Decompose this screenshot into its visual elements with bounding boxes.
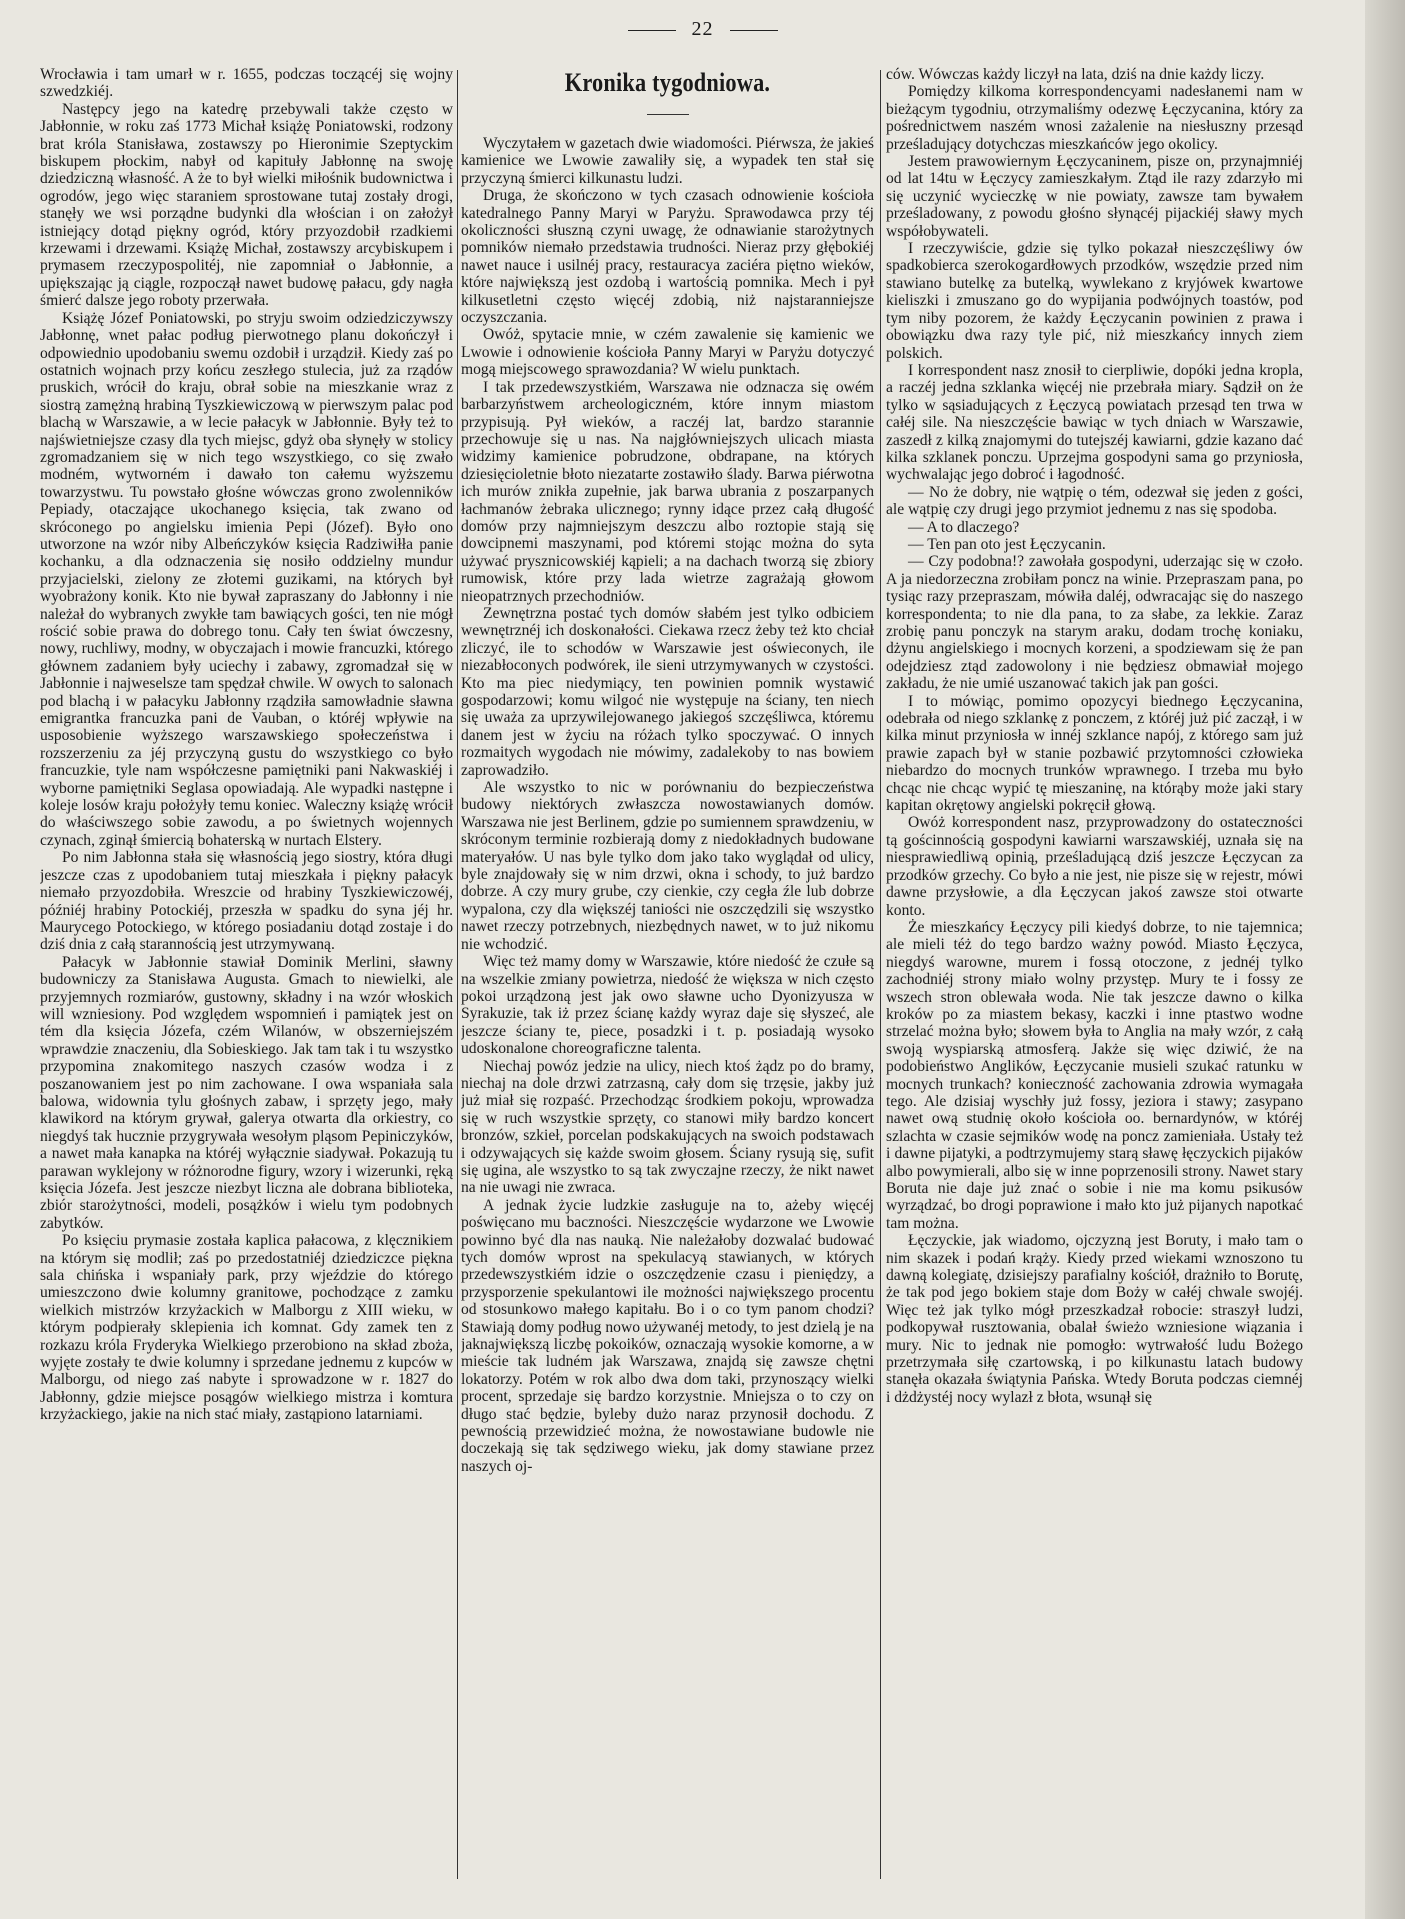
paragraph: Po nim Jabłonna stała się własnością jego siostry, która długi jeszcze czas z upodobaniem tutaj mieszkała i piękny pałacyk niemało przyozdobiła. Wreszcie od hrabiny Tyszkiewiczowéj, późniéj hrabiny Potockiéj, przeszła w spadku do syna jéj hr. Maurycego Potockiego, w którego posiadaniu dotąd zostaje i do dziś dnia z całą starannością jest utrzymywaną.	[40, 849, 453, 954]
paragraph: Pomiędzy kilkoma korrespondencyami nadesłanemi nam w bieżącym tygodniu, otrzymaliśmy odezwę Łęczycanina, który za pośrednictwem naszém wnosi zażalenie na niesłuszny przesąd prześladujący dotychczas mieszkańców jego okolicy.	[886, 83, 1303, 153]
paragraph: Że mieszkańcy Łęczycy pili kiedyś dobrze, to nie tajemnica; ale mieli téż do tego bardzo ważny powód. Miasto Łęczyca, niegdyś warowne, murem i fossą otoczone, z jednéj tylko zachodniéj strony miało wolny przystęp. Mury te i fossy ze wszech stron oblewała woda. Nie tak jeszcze dawno o kilka kroków po za miastem bekasy, kaczki i inne ptastwo wodne strzelać można było; słowem była to Anglia na mały wzór, z całą swoją wyspiarską atmosferą. Jakże się więc dziwić, że na podobieństwo Anglików, Łęczycanie musieli szukać ratunku w mocnych trunkach? konieczność zachowania zdrowia wymagała tego. Ale dzisiaj wyschły już fossy, jeziora i stawy; zasypano nawet ową studnię około kościoła oo. bernardynów, w któréj szlachta w czasie sejmików wodę na poncz zamieniała. Ustały też i dawne pijatyki, a podtrzymujemy starą sławę łęczyckich pijaków albo powymierali, albo się w inne poprzenosili strony. Nawet stary Boruta nie daje już znać o sobie i nie ma komu psikusów wyrządzać, bo drogi poprawione i mało kto już pijanych napotkać tam można.	[886, 918, 1303, 1232]
paragraph: I to mówiąc, pomimo opozycyi biednego Łęczycanina, odebrała od niego szklankę z ponczem, z któréj już pić zaczął, i w kilka minut przyniosła w innéj szklance napój, z którego sam już prawie zapach był w stanie pozbawić przytomności człowieka niebardzo do mocnych trunków wprawnego. I trzeba mu było chcąc nie chcąc wypić tę mieszaninę, na którąby może jaki stary kapitan okrętowy angielski pokręcił głową.	[886, 692, 1303, 815]
dialogue-line: — No że dobry, nie wątpię o tém, odezwał się jeden z gości, ale wątpię czy drugi jego przymiot jednemu z nas się spodoba.	[886, 483, 1303, 519]
paragraph: Następcy jego na katedrę przebywali także często w Jabłonnie, w roku zaś 1773 Michał książę Poniatowski, rodzony brat króla Stanisława, zostawszy po Hieronimie Szeptyckim biskupem płockim, nabył od kapituły Jabłonnę na swoję dziedziczną własność. A że to był wielki miłośnik budownictwa i ogrodów, jego więc staraniem sprostowane tutaj zostały drogi, stanęły we wsi porządne budynki dla włościan i on założył istniejący dotąd piękny ogród, który przyozdobił rzadkiemi krzewami i drzewami. Książę Michał, zostawszy arcybiskupem i prymasem rzeczypospolitéj, nie zapomniał o Jabłonnie, a upiększając ją ciągle, rozpoczął nawet budowę pałacu, gdy nagła śmierć dalsze jego roboty przerwała.	[40, 100, 453, 310]
header-dash-right	[730, 30, 778, 31]
paragraph: Ale wszystko to nic w porównaniu do bezpieczeństwa budowy niektórych zwłaszcza nowostawianych domów. Warszawa nie jest Berlinem, gdzie po sumiennem sprawdzeniu, w skróconym terminie rozbierają domy z niedokładnych budowane materyałów. U nas byle tylko dom jako tako wyglądał od ulicy, byle znajdowały się w nim drzwi, okna i schody, to już bardzo dobrze. A czy mury grube, czy cienkie, czy cegła źle lub dobrze wypalona, czy dla większéj taniości nie oszczędzili się wszystko nawet rzeczy potrzebnych, niezbędnych nawet, w to już nikomu nie wchodzić.	[461, 779, 874, 953]
paragraph: A jednak życie ludzkie zasługuje na to, ażeby więcéj poświęcano mu baczności. Nieszczęście wydarzone we Lwowie powinno być dla nas nauką. Nie należałoby dozwalać budować tych domów wprost na spekulacyą stawianych, w których przedewszystkiém idzie o oszczędzenie czasu i pieniędzy, a przysporzenie spekulantowi ile możności największego procentu od stosunkowo małego kapitału. Bo i o co tym panom chodzi? Stawiają domy podług nowo używanéj metody, to jest dzielą je na jaknajwiększą liczbę pokoików, oznaczają wysokie komorne, a w mieście tak ludném jak Warszawa, znajdą się zawsze chętni lokatorzy. Potém w rok albo dwa dom taki, przynoszący wielki procent, sprzedaje się bardzo korzystnie. Mniejsza o to czy on długo stać będzie, byleby dużo naraz przynosił dochodu. Z pewnością przewidzieć można, że nowostawiane budowle nie doczekają się tak sędziwego wieku, jak domy stawiane przez naszych oj-	[461, 1196, 874, 1475]
paragraph: Niechaj powóz jedzie na ulicy, niech ktoś żądz po do bramy, niechaj na dole drzwi zatrzasną, cały dom się trzęsie, jakby już już miał się rozpaść. Przechodząc środkiem pokoju, wprowadza się w ruch wszystkie sprzęty, co stanowi miły bardzo koncert bronzów, szkieł, porcelan podskakujących na swoich podstawach i odzywających się każde swoim głosem. Ściany rysują się, sufit się ugina, ale wszystko to są tak zwyczajne rzeczy, że nikt nawet na nie uwagi nie zwraca.	[461, 1057, 874, 1197]
article-column-1	[40, 66, 453, 1879]
paragraph: Więc też mamy domy w Warszawie, które niedość że czułe są na wszelkie zmiany powietrza, niedość że większa w nich często pokoi urządzoną jest jak owo sławne ucho Dyonizyusza w Syrakuzie, tak iż przez ścianę każdy wyraz daje się słyszeć, ale jeszcze ściany te, piece, posadzki i t. p. posiadają wysoko udoskonalone choreograficzne talenta.	[461, 953, 874, 1058]
dialogue-line: — Ten pan oto jest Łęczycanin.	[908, 535, 1106, 553]
paragraph: Pałacyk w Jabłonnie stawiał Dominik Merlini, sławny budowniczy za Stanisława Augusta. Gmach to niewielki, ale przyjemnych rozmiarów, gustowny, składny i na wzór włoskich will wzniesiony. Pod względem wspomnień i pamiątek jest on tém dla księcia Józefa, czém Wilanów, w obszerniejszém wprawdzie znaczeniu, dla Sobieskiego. Jak tam tak i tu wszystko przypomina znakomitego naszych czasów wodza i z poszanowaniem jest po nim zachowane. I owa wspaniała sala balowa, widownia tylu głośnych zabaw, i sprzęty jego, mały klawikord na którym grywał, galerya otwarta dla orkiestry, co niegdyś tak hucznie przygrywała wesołym pląsom Pepiniczyków, a nawet mała kanapka na któréj wyłącznie siadywał. Pokazują tu parawan wyklejony w różnorodne figury, wzory i wizerunki, ręką księcia Józefa. Jest jeszcze niezbyt liczna ale dobrana biblioteka, zbiór starożytności, modeli, posążków i wielu tym podobnych zabytków.	[40, 953, 453, 1232]
column-divider-right	[880, 70, 881, 1879]
column-divider-left	[457, 70, 458, 1879]
paragraph: Łęczyckie, jak wiadomo, ojczyzną jest Boruty, i mało tam o nim skazek i podań krąży. Kiedy przed wiekami wznoszono tu dawną kolegiatę, dzisiejszy parafialny kościół, drażniło to Borutę, że tak pod jego bokiem staje dom Boży w całéj chwale swojéj. Więc też jak tylko mógł przeszkadzał robocie: straszył ludzi, podkopywał rusztowania, obalał świeżo wzniesione wiązania i mury. Nic to jednak nie pomogło: wytrwałość ludu Bożego przetrzymała siłę czartowską, i po kilkunastu latach budowy stanęła okazała świątynia Pańska. Wtedy Boruta podczas ciemnéj i dżdżystéj nocy wylazł z błota, wsunął się	[886, 1232, 1303, 1406]
page-header	[0, 18, 1405, 41]
paragraph: Wrocławia i tam umarł w r. 1655, podczas toczącéj się wojny szwedzkiéj.	[40, 66, 453, 101]
paragraph: I tak przedewszystkiém, Warszawa nie odznacza się owém barbarzyństwem archeologiczném, które innym miastom przypisują. Pył wieków, a raczéj lat, bardzo starannie przechowuje się u nas. Na najgłówniejszych ulicach miasta widzimy kamienice pobrudzone, obdrapane, na których dziesięcioletnie błoto niezatarte zostawiło ślady. Barwa piérwotna ich murów znikła zupełnie, jak barwa ubrania z poszarpanych łachmanów żebraka ulicznego; rynny idące przez całą długość domów przy najmniejszym deszczu albo roztopie stają się dowcipnemi maszynami, pod któremi stojąc można do syta używać prysznicowskiéj kąpieli; a na dachach tworzą się zbiory rumowisk, które przy lada wietrze zagrażają głowom nieopatrznych przechodniów.	[461, 378, 874, 605]
page-edge-shadow	[1365, 0, 1405, 1919]
paragraph: Po księciu prymasie została kaplica pałacowa, z klęcznikiem na którym się modlił; zaś po przedostatniéj dziedziczce piękna sala chińska i wspaniały park, przy wjeździe do którego umieszczono dwie kolumny granitowe, pochodzące z zamku wielkich mistrzów krzyżackich w Malborgu z XIII wieku, w którym podpierały sklepienia ich komnat. Gdy zamek ten z rozkazu króla Fryderyka Wielkiego przerobiono na skład zboża, wyjęte zostały te dwie kolumny i sprzedane jednemu z kupców w Malborgu, od niego zaś nabyte i sprowadzone w r. 1827 do Jabłonny, gdzie miejsce posągów wielkiego mistrza i komtura krzyżackiego, jakie na nich stać miały, zastąpiono latarniami.	[40, 1232, 453, 1424]
paragraph: Owóż, spytacie mnie, w czém zawalenie się kamienic we Lwowie i odnowienie kościoła Panny Maryi w Paryżu dotyczyć mogą miejscowego sprawozdania? W wielu punktach.	[461, 326, 874, 379]
paragraph: ców. Wówczas każdy liczył na lata, dziś na dnie każdy liczy.	[886, 66, 1265, 83]
header-dash-left	[628, 30, 676, 31]
section-title: Kronika tygodniowa.	[564, 68, 771, 97]
page-number: 22	[691, 18, 714, 40]
paragraph: Jestem prawowiernym Łęczycaninem, pisze on, przynajmniéj od lat 14tu w Łęczycy zamieszkałym. Ztąd ile razy zdarzyło mi się uczynić wycieczkę w nie powiaty, zawsze tam bywałem prześladowany, z powodu głośno słynącéj pijackiéj sławy mych współobywateli.	[886, 153, 1303, 240]
title-divider	[647, 114, 689, 115]
paragraph: Wyczytałem w gazetach dwie wiadomości. Piérwsza, że jakieś kamienice we Lwowie zawaliły się, a wypadek ten stał się przyczyną śmierci kilkunastu ludzi.	[461, 135, 874, 187]
paragraph: Druga, że skończono w tych czasach odnowienie kościoła katedralnego Panny Maryi w Paryżu. Sprawodawca przy téj okoliczności słuszną czyni uwagę, że odnawianie starożytnych pomników niemało przedstawia trudności. Nieraz przy głębokiéj nawet nauce i usilnéj pracy, restauracya zaciéra piętno wieków, które największą jest ozdobą i wartością pomnika. Mech i pył kilkusetletni często więcéj zdobią, niż najstaranniejsze oczyszczania.	[461, 187, 874, 327]
dialogue-line: — A to dlaczego?	[908, 518, 1020, 536]
article-column-2	[461, 66, 874, 1879]
paragraph: I korrespondent nasz znosił to cierpliwie, dopóki jedna kropla, a raczéj jedna szklanka więcéj nie przebrała miary. Sądził on że tylko w sąsiadujących z Łęczycą powiatach przesąd ten trwa w całéj sile. Na nieszczęście bawiąc w tych dniach w Warszawie, zaszedł z kilką znajomymi do tutejszéj kawiarni, gdzie kazano dać kilka szklanek ponczu. Uprzejma gospodyni sama go przyniosła, wychwalając jego dobroć i łagodność.	[886, 361, 1303, 484]
paragraph: I rzeczywiście, gdzie się tylko pokazał nieszczęśliwy ów spadkobierca szerokogardłowych przodków, wszędzie przed nim stawiano butelkę za butelką, wywlekano z kryjówek kwartowe kieliszki i zmuszano go do wypijania podwójnych toastów, pod tym niby pozorem, że każdy Łęczycanin powinien z prawa i obowiązku dwa razy tyle pić, niż mieszkańcy innych ziem polskich.	[886, 240, 1303, 362]
article-column-3	[886, 66, 1303, 1879]
paragraph: Książę Józef Poniatowski, po stryju swoim odziedziczywszy Jabłonnę, wnet pałac podług pierwotnego planu dokończył i odpowiednio upodobaniu swemu ozdobił i urządził. Kiedy zaś po ostatnich wojnach przy końcu zeszłego stulecia, już za rządów pruskich, wrócił do kraju, obrał sobie na mieszkanie wraz z siostrą zamężną hrabiną Tyszkiewiczową w pierwszym palac pod blachą w Warszawie, a w lecie pałacyk w Jabłonnie. Były też to najświetniejsze czasy dla tych miejsc, gdyż oba słynęły w stolicy zgromadzaniem się w nich tego wszystkiego, co się zwało modném, wytworném i dawało ton całemu wyższemu towarzystwu. Tu powstało głośne wówczas grono zwolenników Pepiady, otaczające ukochanego księcia, tak zwano od skróconego po angielsku imienia Pepi (Józef). Było ono utworzone na wzór niby Albeńczyków księcia Radziwiłła panie kochanku, a dla odznaczenia się nosiło oddzielny mundur przyjacielski, zielony ze złotemi guzikami, na których był wyobrażony konik. Kto nie bywał zapraszany do Jabłonny i nie należał do wybranych zwykłe tam bawiących gości, ten nie mógł rościć sobie prawa do dobrego tonu. Cały ten świat ówczesny, nowy, ruchliwy, modny, w obyczajach i mowie francuzki, którego głównem zadaniem były uciechy i zabawy, zgromadzał się w Jabłonnie i najweselsze tam spędzał chwile. W owych to salonach pod blachą i w pałacyku Jabłonny rządziła samowładnie sławna emigrantka francuzka pani de Vauban, o któréj wpływie na usposobienie wyższego warszawskiego społeczeństwa i rozszerzeniu za jéj przyczyną gustu do wszystkiego co było francuzkie, tyle nam współczesne pamiętniki pani Nakwaskiéj i wyborne pamiętniki Seglasa opowiadają. Ale wypadki następne i koleje losów kraju położyły temu koniec. Waleczny książę wrócił do właściwszego sobie zawodu, a po świetnych wojennych czynach, zginął śmiercią bohaterską w nurtach Elstery.	[40, 309, 453, 849]
dialogue-line: — Czy podobna!? zawołała gospodyni, uderzając się w czoło. A ja niedorzeczna zrobiłam poncz na winie. Przepraszam pana, po tysiąc razy przepraszam, mówiła daléj, odwracając się do naszego korrespondenta; to nie dla pana, to za słabe, za lekkie. Zaraz zrobię panu ponczyk na starym araku, dodam trochę koniaku, dżynu angielskiego i mocnych korzeni, a spodziewam się że pan odejdziesz ztąd zadowolony i nie będziesz obmawiał mojego zakładu, że nie umié uszanować takich jak pan gości.	[886, 553, 1303, 693]
paragraph: Owóż korrespondent nasz, przyprowadzony do ostateczności tą gościnnością gospodyni kawiarni warszawskiéj, uznała się na niesprawiedliwą opinią, prześladującą dziś jeszcze Łęczycan za przodków grzechy. Co było a nie jest, nie pisze się w rejestr, mówi dawne przysłowie, a dla Łęczycan jakoś zawsze stoi otwarte konto.	[886, 814, 1303, 919]
paragraph: Zewnętrzna postać tych domów słabém jest tylko odbiciem wewnętrznéj ich doskonałości. Ciekawa rzecz żeby też kto chciał zliczyć, ile to schodów w Warszawie jest oświeconych, ile niezabłoconych podwórek, ile sieni utrzymywanych w czystości. Kto ma piec niedymiący, ten powinien pomnik wystawić gospodarzowi; komu wilgoć nie występuje na ściany, ten niech się uważa za uprzywilejowanego jakiegoś szczęśliwca, któremu danem jest w życiu na różach tylko spoczywać. O innych rozmaitych wygodach nie mówimy, zadalekoby to nas bowiem zaprowadziło.	[461, 604, 874, 779]
